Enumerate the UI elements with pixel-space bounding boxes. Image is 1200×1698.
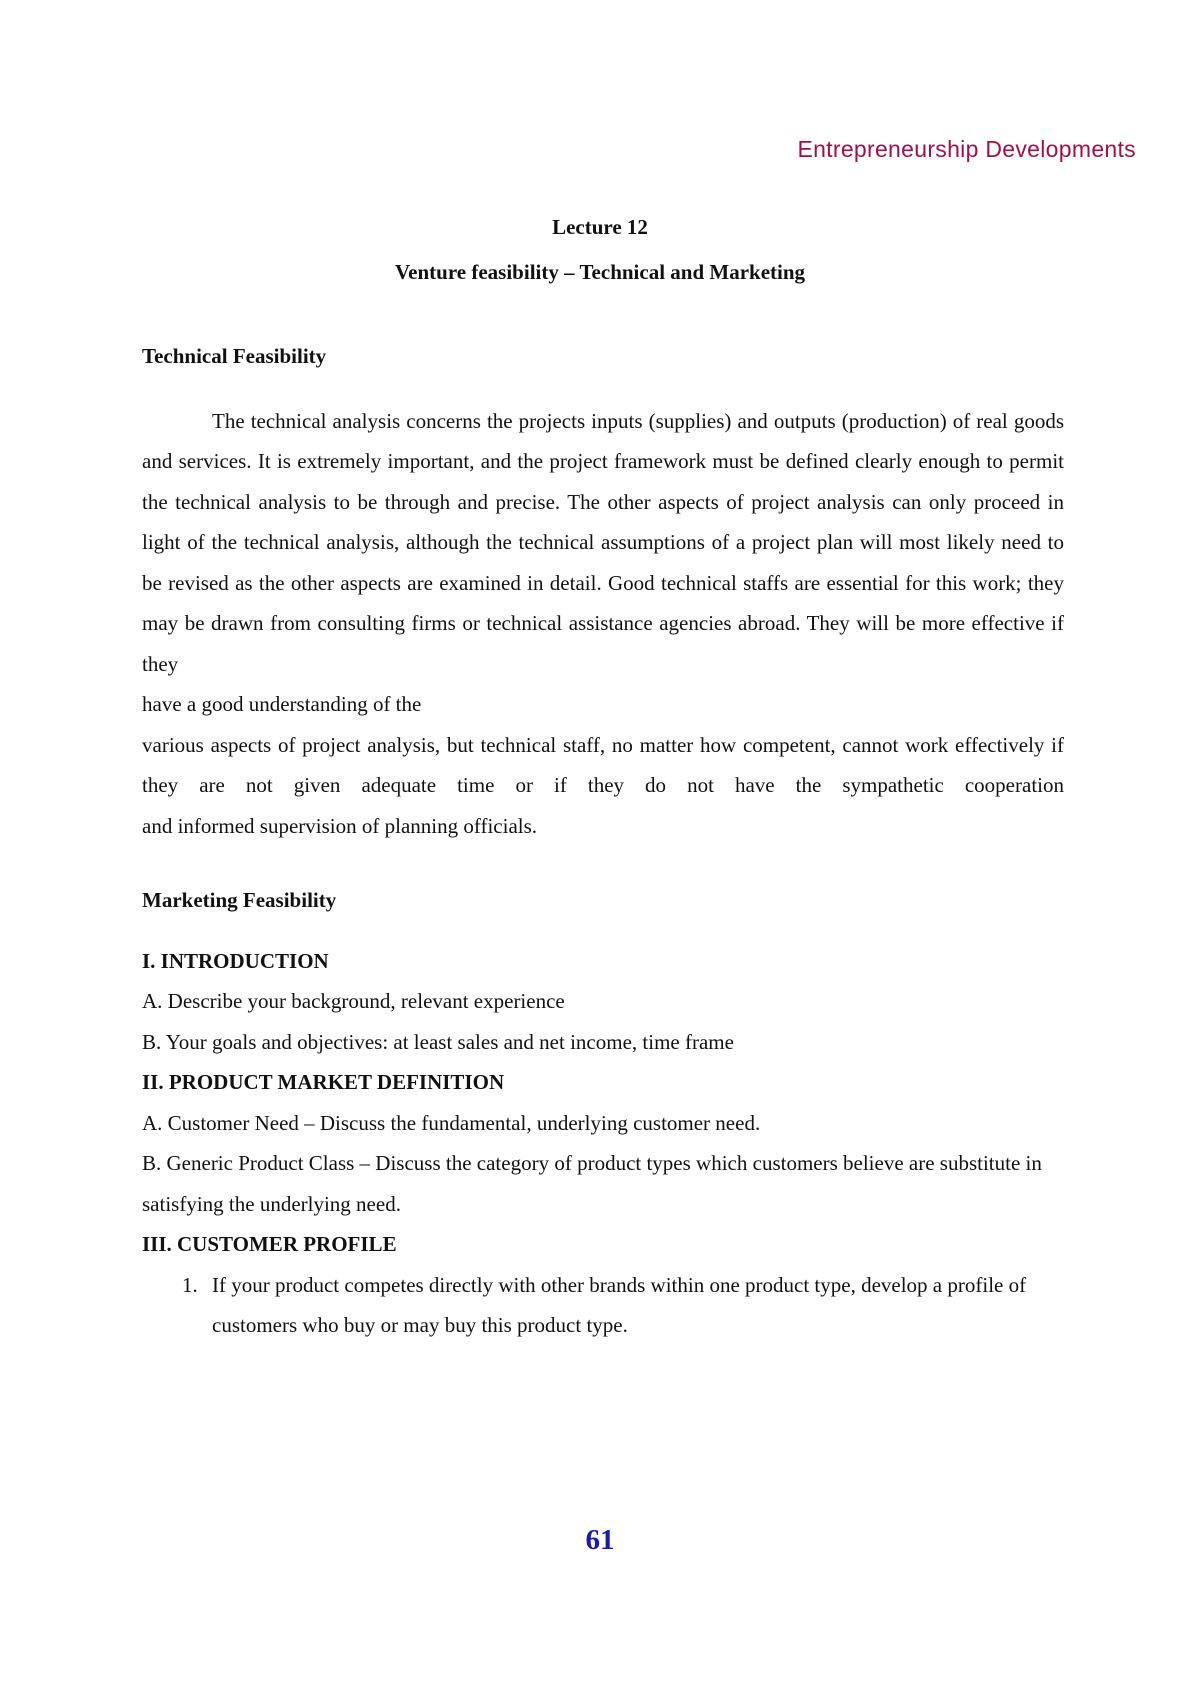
section-customer-profile bbox=[142, 1224, 1064, 1346]
item-text: If your product competes directly with other brands within one product type, develop a profile of customers who buy or may buy this product type. bbox=[212, 1272, 1027, 1337]
lecture-subtitle: Venture feasibility – Technical and Marketing bbox=[394, 260, 806, 284]
section-title: III. CUSTOMER PROFILE bbox=[142, 1232, 397, 1256]
item-number: 1. bbox=[182, 1272, 198, 1297]
technical-paragraph-1-last-line: have a good understanding of the bbox=[142, 692, 422, 716]
list-item: A. Describe your background, relevant experience bbox=[142, 989, 565, 1013]
technical-paragraph-1-body: The technical analysis concerns the projects inputs (supplies) and outputs (production) of real goods and services. It is extremely important, and the project framework must be defined clearly enough to permit the technical analysis to be through and precise. The other aspects of project analysis can only proceed in light of the technical analysis, although the technical assumptions of a project plan will most likely need to be revised as the other aspects are examined in detail. Good technical staffs are essential for this work; they may be drawn from consulting firms or technical assistance agencies abroad. They will be more effective if they bbox=[142, 408, 1064, 676]
running-header: Entrepreneurship Developments bbox=[797, 136, 1136, 162]
marketing-feasibility-heading: Marketing Feasibility bbox=[142, 888, 337, 912]
section-product-market-definition bbox=[142, 1062, 1064, 1224]
technical-paragraph-2 bbox=[142, 725, 1064, 847]
section-introduction bbox=[142, 941, 1064, 1063]
technical-paragraph-1 bbox=[142, 401, 1064, 725]
numbered-item bbox=[142, 1265, 1064, 1346]
lecture-title: Lecture 12 bbox=[552, 215, 648, 239]
section-title: II. PRODUCT MARKET DEFINITION bbox=[142, 1070, 505, 1094]
list-item: B. Generic Product Class – Discuss the category of product types which customers believe are substitute in satisfying the underlying need. bbox=[142, 1151, 1042, 1216]
technical-paragraph-2-body: various aspects of project analysis, but technical staff, no matter how competent, cannot work effectively if they are not given adequate time or if they do not have the sympathetic cooperation bbox=[142, 732, 1064, 797]
section-title: I. INTRODUCTION bbox=[142, 948, 329, 973]
technical-feasibility-heading: Technical Feasibility bbox=[142, 344, 327, 368]
page-number: 61 bbox=[585, 1524, 615, 1556]
list-item: A. Customer Need – Discuss the fundamental, underlying customer need. bbox=[142, 1110, 761, 1135]
page-content bbox=[142, 336, 1064, 1346]
list-item: B. Your goals and objectives: at least sales and net income, time frame bbox=[142, 1029, 734, 1054]
technical-paragraph-2-last-line: and informed supervision of planning officials. bbox=[142, 813, 538, 838]
